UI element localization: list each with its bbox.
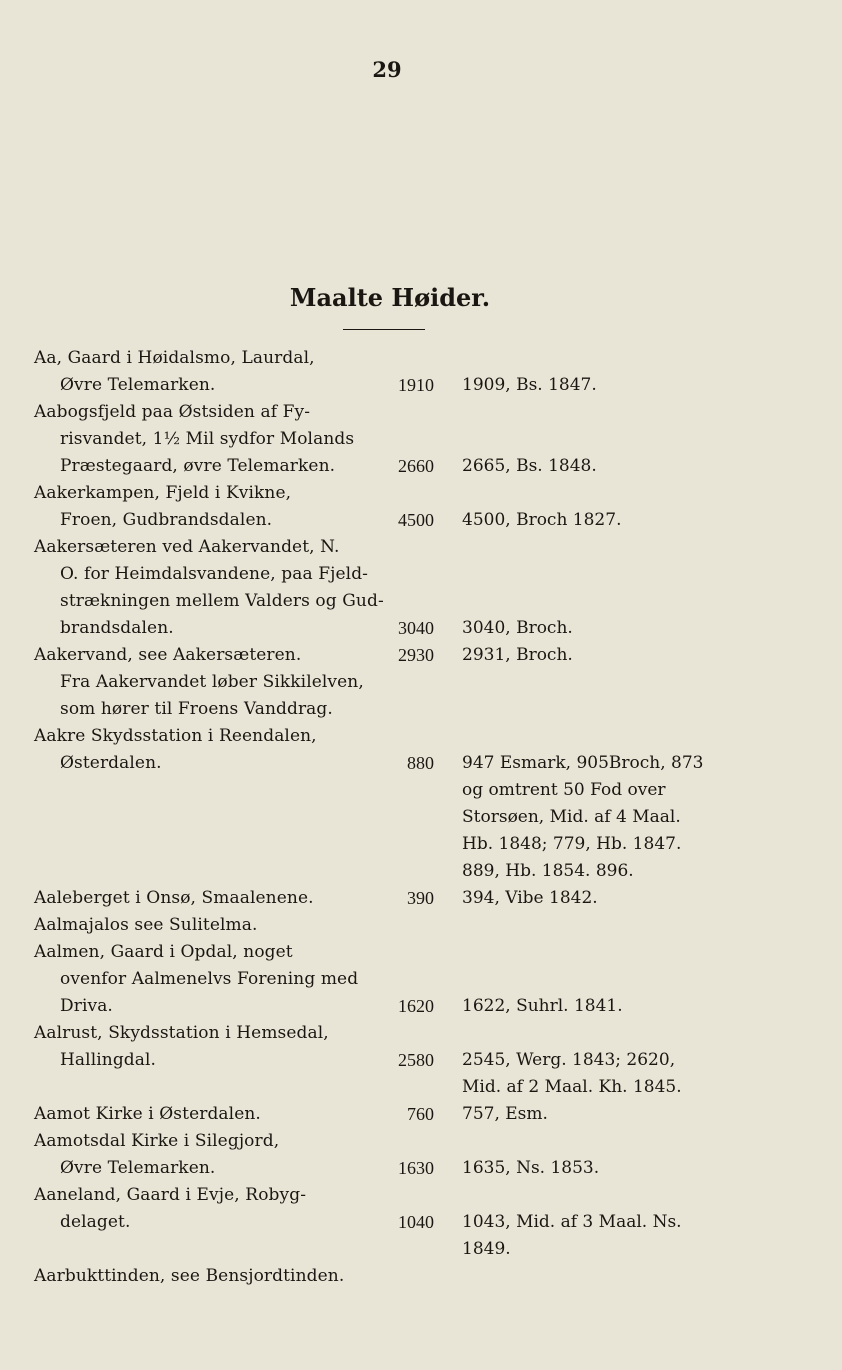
measurement-source: 1849.: [462, 1239, 511, 1259]
place-description: Øvre Telemarken.: [60, 375, 216, 395]
entry-line: [30, 885, 750, 912]
entry: [30, 885, 750, 912]
entry-line: [30, 1209, 750, 1236]
entry: [30, 1128, 750, 1182]
entry-line: [30, 588, 750, 615]
height-value: 2580: [398, 1050, 434, 1070]
entry-line: [30, 777, 750, 804]
place-description: Øvre Telemarken.: [60, 1158, 216, 1178]
entry-line: [30, 1236, 750, 1263]
entry-line: [30, 723, 750, 750]
place-name: Aakerkampen, Fjeld i Kvikne,: [34, 483, 292, 503]
entry-line: [30, 696, 750, 723]
measurement-source: Mid. af 2 Maal. Kh. 1845.: [462, 1077, 682, 1097]
measurement-source: og omtrent 50 Fod over: [462, 780, 666, 800]
entry-line: [30, 993, 750, 1020]
place-name: Aalmen, Gaard i Opdal, noget: [34, 942, 293, 962]
entry: [30, 345, 750, 399]
measurement-source: 947 Esmark, 905Broch, 873: [462, 753, 704, 773]
title-divider: [343, 329, 425, 330]
measurement-source: 757, Esm.: [462, 1104, 548, 1124]
entry: [30, 723, 750, 885]
entry-line: [30, 912, 750, 939]
place-name: Aalrust, Skydsstation i Hemsedal,: [34, 1023, 329, 1043]
page-title: Maalte Høider.: [289, 283, 491, 312]
entry: [30, 534, 750, 642]
measurement-source: 1635, Ns. 1853.: [462, 1158, 600, 1178]
height-value: 2660: [398, 456, 434, 476]
entry-line: [30, 669, 750, 696]
entry: [30, 1020, 750, 1101]
entry: [30, 480, 750, 534]
place-description: O. for Heimdalsvandene, paa Fjeld-: [60, 564, 369, 584]
entry: [30, 1182, 750, 1263]
measurement-source: 394, Vibe 1842.: [462, 888, 598, 908]
entry-line: [30, 507, 750, 534]
page-number: 29: [372, 57, 402, 82]
place-name: Aalmajalos see Sulitelma.: [34, 915, 258, 935]
place-description: ovenfor Aalmenelvs Forening med: [60, 969, 359, 989]
entry-line: [30, 750, 750, 777]
place-name: Aakre Skydsstation i Reendalen,: [34, 726, 317, 746]
entry-line: [30, 561, 750, 588]
entry: [30, 1101, 750, 1128]
place-description: risvandet, 1½ Mil sydfor Molands: [60, 429, 355, 449]
height-value: 880: [407, 753, 434, 773]
entry-line: [30, 1020, 750, 1047]
place-description: Froen, Gudbrandsdalen.: [60, 510, 273, 530]
entry: [30, 939, 750, 1020]
measurement-source: 1622, Suhrl. 1841.: [462, 996, 623, 1016]
entry-line: [30, 804, 750, 831]
entry-line: [30, 480, 750, 507]
entry-line: [30, 399, 750, 426]
entry-line: [30, 858, 750, 885]
entry-line: [30, 939, 750, 966]
entry: [30, 642, 750, 723]
place-description: brandsdalen.: [60, 618, 174, 638]
place-name: Aarbukttinden, see Bensjordtinden.: [34, 1266, 345, 1286]
height-value: 2930: [398, 645, 434, 665]
height-value: 3040: [398, 618, 434, 638]
measurement-source: 2665, Bs. 1848.: [462, 456, 597, 476]
measurement-source: 3040, Broch.: [462, 618, 573, 638]
entry-line: [30, 534, 750, 561]
place-name: Aakervand, see Aakersæteren.: [34, 645, 302, 665]
measurement-source: Hb. 1848; 779, Hb. 1847.: [462, 834, 682, 854]
place-name: Aa, Gaard i Høidalsmo, Laurdal,: [34, 348, 315, 368]
height-value: 4500: [398, 510, 434, 530]
measurement-source: 889, Hb. 1854. 896.: [462, 861, 634, 881]
entry-line: [30, 345, 750, 372]
entry: [30, 912, 750, 939]
entry-line: [30, 1074, 750, 1101]
place-name: Aaneland, Gaard i Evje, Robyg-: [34, 1185, 307, 1205]
entry-line: [30, 1182, 750, 1209]
height-value: 760: [407, 1104, 434, 1124]
entry-line: [30, 372, 750, 399]
entry-line: [30, 426, 750, 453]
place-name: Aamotsdal Kirke i Silegjord,: [34, 1131, 280, 1151]
place-description: Hallingdal.: [60, 1050, 157, 1070]
place-description: Fra Aakervandet løber Sikkilelven,: [60, 672, 364, 692]
entry-line: [30, 642, 750, 669]
place-description: som hører til Froens Vanddrag.: [60, 699, 333, 719]
place-description: strækningen mellem Valders og Gud-: [60, 591, 384, 611]
place-name: Aaleberget i Onsø, Smaalenene.: [34, 888, 314, 908]
height-value: 1620: [398, 996, 434, 1016]
measurement-source: 2931, Broch.: [462, 645, 573, 665]
bleed-through: [470, 115, 800, 265]
entry-line: [30, 615, 750, 642]
place-description: delaget.: [60, 1212, 131, 1232]
measurement-source: 1909, Bs. 1847.: [462, 375, 597, 395]
place-name: Aakersæteren ved Aakervandet, N.: [34, 537, 340, 557]
height-value: 390: [407, 888, 434, 908]
height-value: 1040: [398, 1212, 434, 1232]
entry-list: [30, 345, 750, 1290]
entry-line: [30, 453, 750, 480]
entry-line: [30, 1155, 750, 1182]
place-name: Aamot Kirke i Østerdalen.: [34, 1104, 261, 1124]
place-description: Præstegaard, øvre Telemarken.: [60, 456, 336, 476]
height-value: 1630: [398, 1158, 434, 1178]
height-value: 1910: [398, 375, 434, 395]
place-description: Østerdalen.: [60, 753, 162, 773]
entry-line: [30, 1101, 750, 1128]
entry-line: [30, 1263, 750, 1290]
measurement-source: 2545, Werg. 1843; 2620,: [462, 1050, 676, 1070]
measurement-source: 4500, Broch 1827.: [462, 510, 622, 530]
measurement-source: 1043, Mid. af 3 Maal. Ns.: [462, 1212, 682, 1232]
entry-line: [30, 966, 750, 993]
entry: [30, 399, 750, 480]
entry-line: [30, 1047, 750, 1074]
measurement-source: Storsøen, Mid. af 4 Maal.: [462, 807, 681, 827]
entry: [30, 1263, 750, 1290]
entry-line: [30, 1128, 750, 1155]
place-description: Driva.: [60, 996, 113, 1016]
place-name: Aabogsfjeld paa Østsiden af Fy-: [34, 402, 311, 422]
entry-line: [30, 831, 750, 858]
